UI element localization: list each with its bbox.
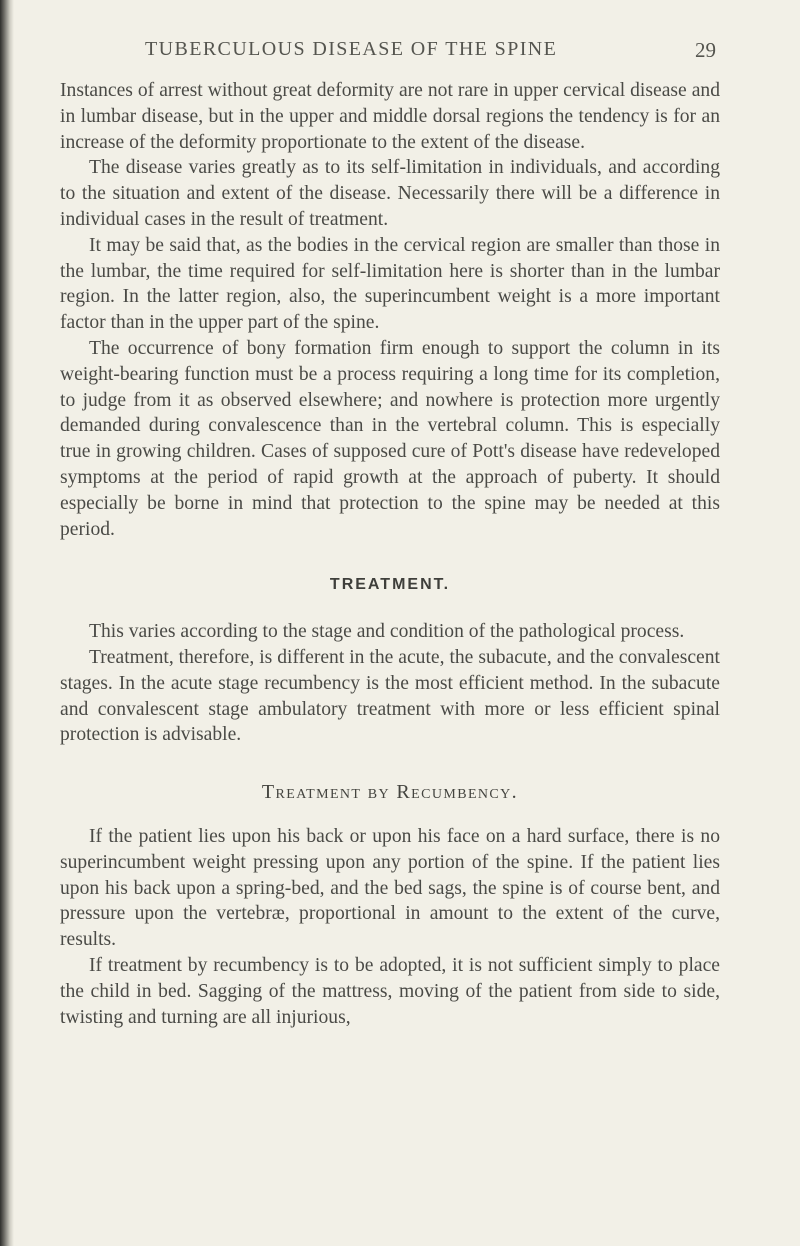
page-number: 29	[695, 38, 716, 62]
paragraph: If the patient lies upon his back or upon his face on a hard surface, there is no superincumbent weight pressing upon any portion of the spine. If the patient lies upon his back upon a spring-bed, and the bed sags, the spine is of course bent, and pressure upon the vertebræ, proportional in amount to the extent of the curve, results.	[60, 825, 720, 951]
running-title: TUBERCULOUS DISEASE OF THE SPINE	[145, 38, 558, 60]
paragraph: If treatment by recumbency is to be adopted, it is not sufficient simply to place the child in bed. Sagging of the mattress, moving of the patient from side to side, twisting and turning are all injurious,	[60, 954, 720, 1028]
body-text	[60, 78, 720, 1030]
paragraph: Instances of arrest without great deformity are not rare in upper cervical disease and in lumbar disease, but in the upper and middle dorsal regions the tendency is for an increase of the deformity proportionate to the extent of the disease.	[60, 80, 720, 153]
paragraph: The disease varies greatly as to its self-limitation in individuals, and according to the situation and extent of the disease. Necessarily there will be a difference in individual cases in the result of treatment.	[60, 157, 720, 230]
section-heading-treatment: TREATMENT.	[329, 576, 451, 594]
paragraph: Treatment, therefore, is different in the acute, the subacute, and the convalescent stages. In the acute stage recumbency is the most efficient method. In the subacute and convalescent stage ambulatory treatment with more or less efficient spinal protection is advisable.	[60, 646, 720, 746]
page-gutter-shadow	[0, 0, 14, 1246]
paragraph: The occurrence of bony formation firm enough to support the column in its weight-bearing function must be a process requiring a long time for its completion, to judge from it as observed elsewhere; and nowhere is protection more urgently demanded during convalescence than in the vertebral column. This is especially true in growing children. Cases of supposed cure of Pott's disease have redeveloped symptoms at the period of rapid growth at the approach of puberty. It should especially be borne in mind that protection to the spine may be needed at this period.	[60, 337, 720, 540]
sub-heading-recumbency: Treatment by Recumbency.	[261, 781, 519, 804]
page-header	[60, 38, 760, 68]
paragraph: This varies according to the stage and condition of the pathological process.	[89, 621, 685, 643]
paragraph: It may be said that, as the bodies in the cervical region are smaller than those in the lumbar, the time required for self-limitation here is shorter than in the lumbar region. In the latter region, also, the superincumbent weight is a more important factor than in the upper part of the spine.	[60, 234, 720, 334]
